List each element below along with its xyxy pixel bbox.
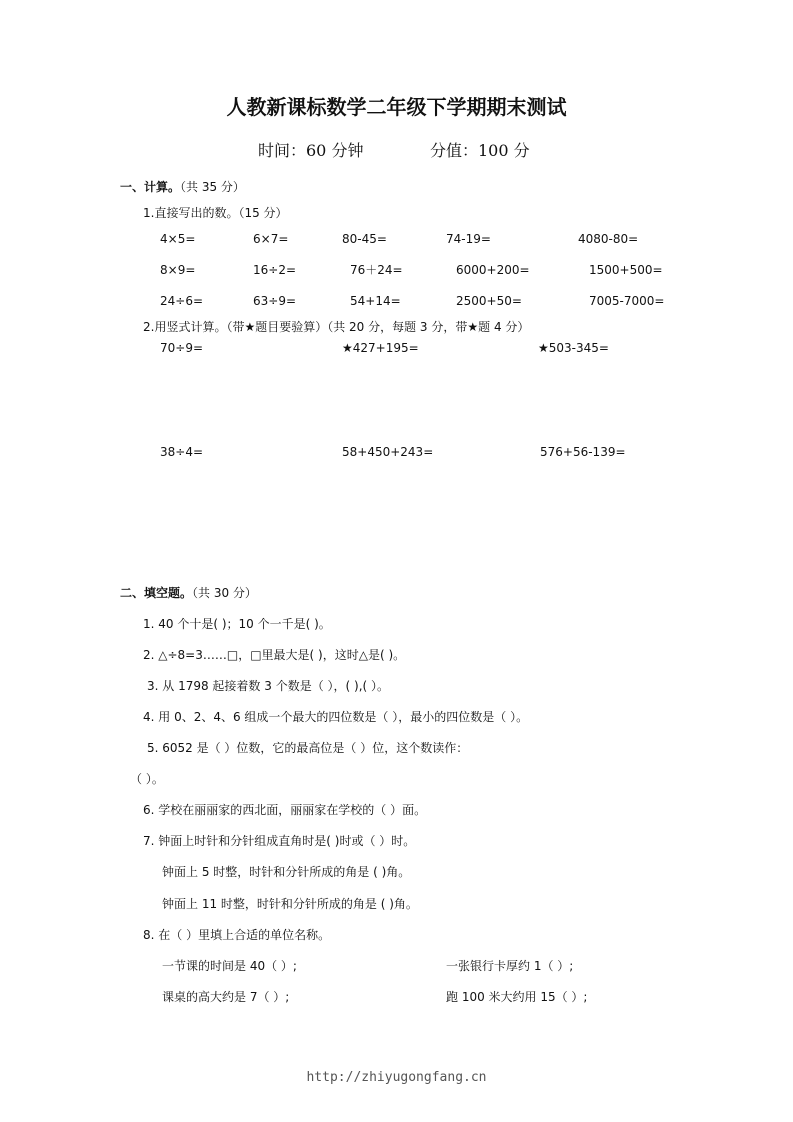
calc-item: 63÷9= — [253, 294, 297, 308]
calc-item: 4080-80= — [578, 232, 639, 246]
footer-url: http://zhiyugongfang.cn — [306, 1070, 487, 1085]
section2-title: 二、填空题。 — [120, 586, 193, 600]
section1-heading — [120, 179, 245, 195]
calc-item: 2500+50= — [456, 294, 522, 308]
vertical-calc-item: ★503-345= — [538, 341, 609, 355]
fill-blank-line: 一节课的时间是 40（ ）; — [162, 959, 297, 973]
calc-item: 76＋24= — [350, 263, 403, 277]
calc-item: 6×7= — [253, 232, 289, 246]
question-1-label: 1.直接写出的数。（15 分） — [143, 206, 288, 220]
score-label: 分值：100 分 — [430, 141, 530, 160]
calc-item: 54+14= — [350, 294, 401, 308]
fill-blank-line: 7. 钟面上时针和分针组成直角时是( )时或（ ）时。 — [143, 834, 416, 848]
fill-blank-line: 跑 100 米大约用 15（ ）; — [446, 990, 588, 1004]
calc-item: 6000+200= — [456, 263, 530, 277]
calc-item: 4×5= — [160, 232, 196, 246]
fill-blank-line: 钟面上 11 时整，时针和分针所成的角是 ( )角。 — [162, 897, 418, 911]
fill-blank-line: 1. 40 个十是( )；10 个一千是( )。 — [143, 617, 331, 631]
calc-item: 80-45= — [342, 232, 387, 246]
time-label: 时间：60 分钟 — [258, 141, 364, 160]
calc-item: 1500+500= — [589, 263, 663, 277]
calc-item: 7005-7000= — [589, 294, 665, 308]
section2-points: （共 30 分） — [192, 586, 257, 600]
section2-heading — [120, 585, 257, 601]
calc-item: 8×9= — [160, 263, 196, 277]
vertical-calc-item: 70÷9= — [160, 341, 204, 355]
section1-title: 一、计算。 — [120, 180, 181, 194]
fill-blank-line: 6. 学校在丽丽家的西北面，丽丽家在学校的（ ）面。 — [143, 803, 427, 817]
fill-blank-line: 8. 在（ ）里填上合适的单位名称。 — [143, 928, 331, 942]
fill-blank-line: 5. 6052 是（ ）位数，它的最高位是（ ）位，这个数读作： — [147, 741, 469, 755]
vertical-calc-item: 58+450+243= — [342, 445, 434, 459]
fill-blank-line: 一张银行卡厚约 1（ ）; — [446, 959, 574, 973]
fill-blank-line: 4. 用 0、2、4、6 组成一个最大的四位数是（ ），最小的四位数是（ ）。 — [143, 710, 529, 724]
fill-blank-line: 课桌的高大约是 7（ ）; — [162, 990, 290, 1004]
fill-blank-line: 2. △÷8=3……□，□里最大是( )，这时△是( )。 — [143, 648, 406, 662]
calc-item: 24÷6= — [160, 294, 204, 308]
page-title: 人教新课标数学二年级下学期期末测试 — [226, 95, 567, 119]
vertical-calc-item: 576+56-139= — [540, 445, 626, 459]
question-2-label: 2.用竖式计算。（带★题目要验算）（共 20 分，每题 3 分，带★题 4 分） — [143, 320, 530, 334]
vertical-calc-item: ★427+195= — [342, 341, 419, 355]
fill-blank-line: 3. 从 1798 起接着数 3 个数是（ ），( ),( ）。 — [147, 679, 389, 693]
calc-item: 74-19= — [446, 232, 491, 246]
vertical-calc-item: 38÷4= — [160, 445, 204, 459]
section1-points: （共 35 分） — [180, 180, 245, 194]
calc-item: 16÷2= — [253, 263, 297, 277]
fill-blank-line: （ ）。 — [130, 772, 164, 786]
fill-blank-line: 钟面上 5 时整，时针和分针所成的角是 ( )角。 — [162, 865, 411, 879]
